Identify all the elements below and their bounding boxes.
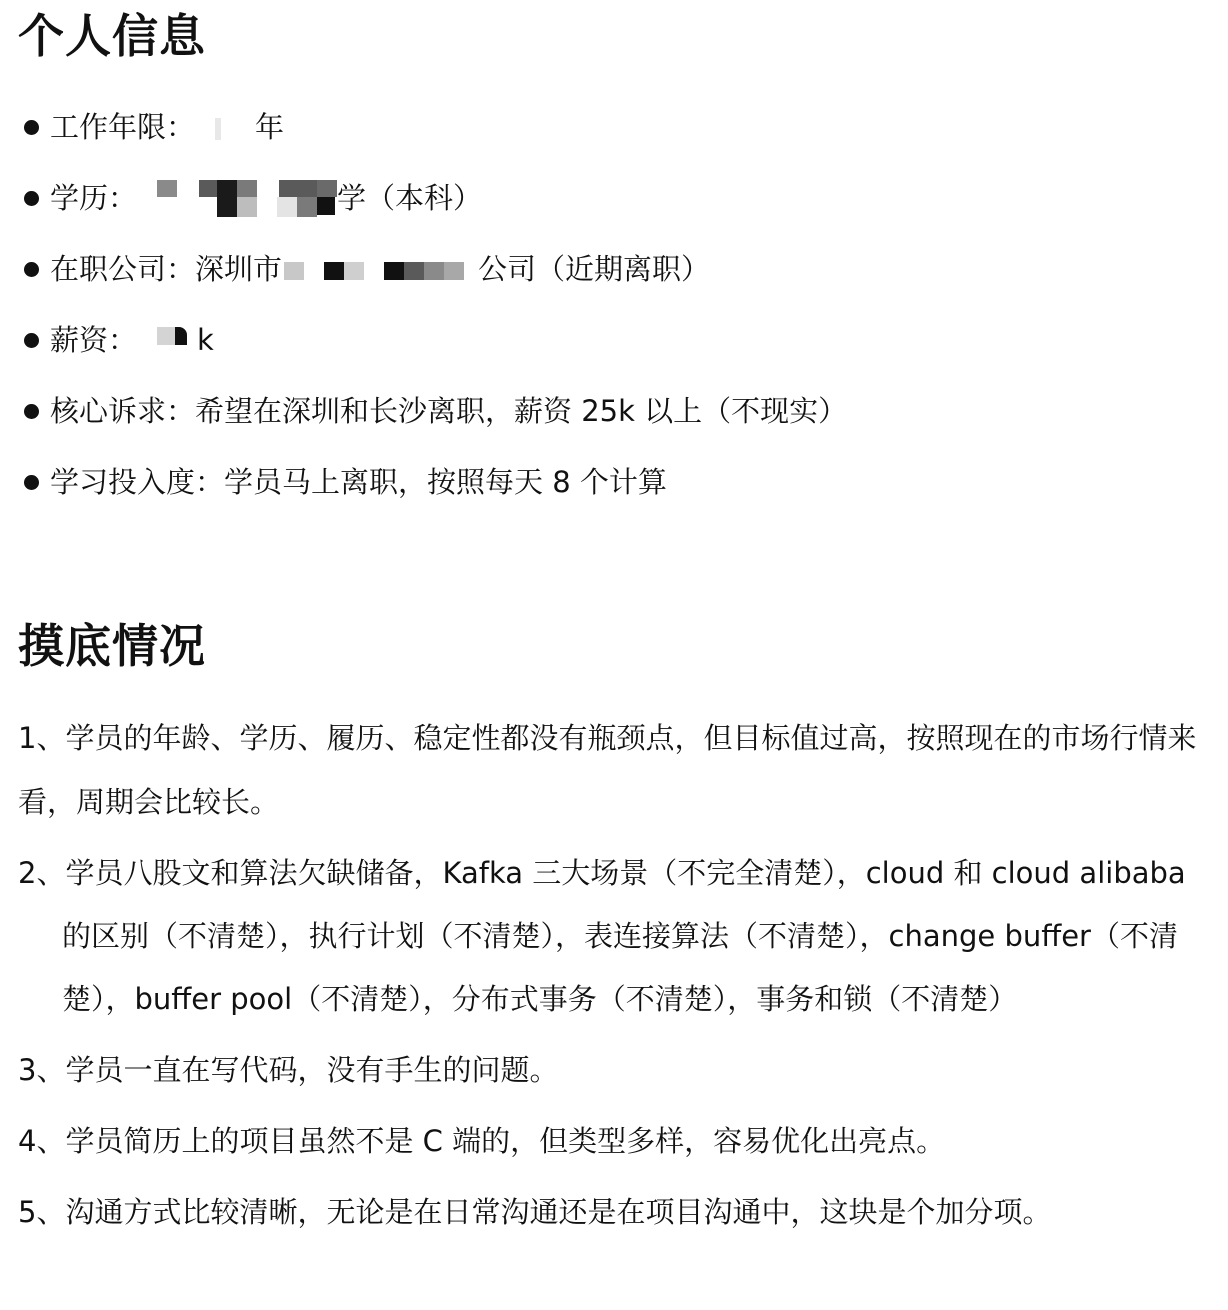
bullet-icon <box>24 475 39 490</box>
list-item: 5、沟通方式比较清晰，无论是在日常沟通还是在项目沟通中，这块是个加分项。 <box>18 1195 1052 1229</box>
section-title-survey: 摸底情况 <box>18 619 206 673</box>
list-item: 1、学员的年龄、学历、履历、稳定性都没有瓶颈点，但目标值过高，按照现在的市场行情来看，周期会比较长。 <box>18 721 1197 819</box>
item-text-before: 希望在深圳和长沙离职，薪资 25k 以上（不现实） <box>195 394 848 428</box>
item-text-after: k <box>197 323 214 357</box>
redaction-block <box>137 327 197 357</box>
item-text-after: 年 <box>255 110 285 144</box>
bullet-icon <box>24 191 39 206</box>
list-item <box>18 305 847 376</box>
bullet-icon <box>24 333 39 348</box>
item-label: 在职公司： <box>50 252 196 286</box>
list-item <box>18 447 847 518</box>
item-text-before: 学员马上离职，按照每天 8 个计算 <box>224 465 667 499</box>
list-item <box>18 92 847 163</box>
item-text-after: 学（本科） <box>337 181 483 215</box>
item-label: 薪资： <box>50 323 138 357</box>
redaction-block <box>195 114 255 144</box>
item-label: 工作年限： <box>50 110 196 144</box>
survey-notes-list <box>18 706 1223 1252</box>
item-label: 学习投入度： <box>50 465 225 499</box>
bullet-icon <box>24 404 39 419</box>
item-label: 学历： <box>50 181 138 215</box>
item-text-before: 深圳市 <box>195 252 283 286</box>
item-label: 核心诉求： <box>50 394 196 428</box>
list-item: 3、学员一直在写代码，没有手生的问题。 <box>18 1053 559 1087</box>
list-item: 2、学员八股文和算法欠缺储备，Kafka 三大场景（不完全清楚），cloud 和 cloud alibaba 的区别（不清楚），执行计划（不清楚），表连接算法（不清楚），change buffer（不清楚），buffer pool（不清楚），分布式事务（不清楚），事务和锁（不清楚） <box>18 856 1186 1016</box>
bullet-icon <box>24 120 39 135</box>
list-item <box>18 163 847 234</box>
item-text-after: 公司（近期离职） <box>478 252 711 286</box>
personal-info-list <box>18 92 847 518</box>
redaction-block <box>282 256 478 286</box>
list-item <box>18 376 847 447</box>
list-item <box>18 234 847 305</box>
redaction-block <box>137 180 337 220</box>
bullet-icon <box>24 262 39 277</box>
section-title-personal-info: 个人信息 <box>18 9 206 63</box>
list-item: 4、学员简历上的项目虽然不是 C 端的，但类型多样，容易优化出亮点。 <box>18 1124 946 1158</box>
